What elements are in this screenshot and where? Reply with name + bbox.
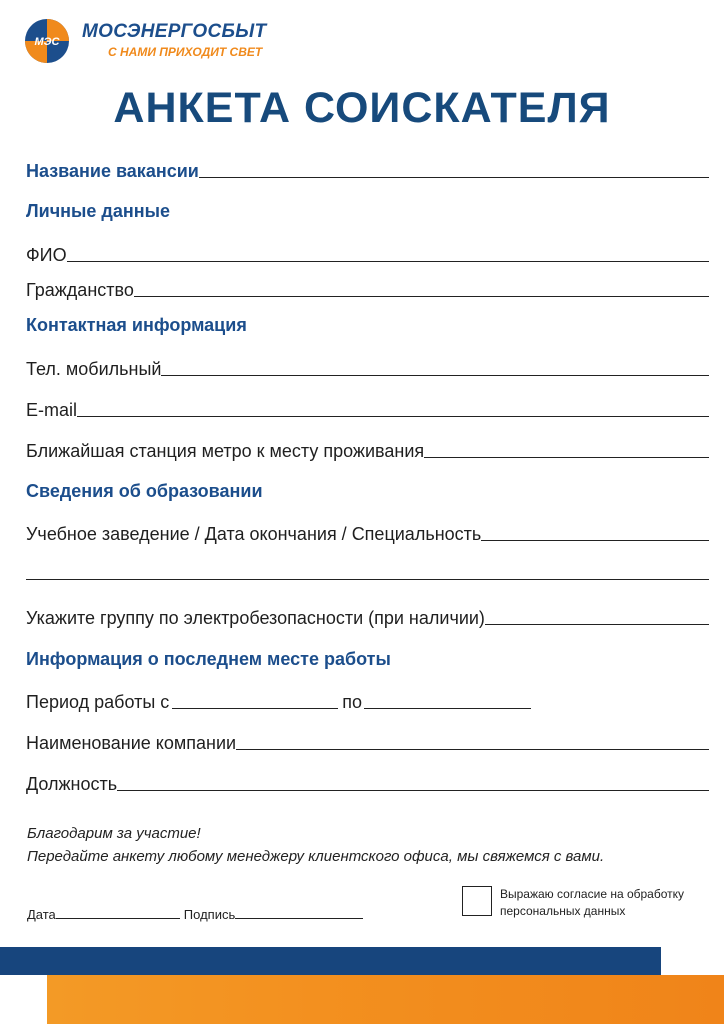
brand-slogan: С НАМИ ПРИХОДИТ СВЕТ xyxy=(108,45,263,59)
school-field-continuation[interactable] xyxy=(26,561,709,580)
fio-row xyxy=(26,240,709,266)
phone-field[interactable] xyxy=(161,357,709,376)
safety-label: Укажите группу по электробезопасности (при наличии) xyxy=(26,608,485,628)
position-label: Должность xyxy=(26,774,118,794)
personal-heading: Личные данные xyxy=(26,201,170,221)
email-row xyxy=(26,395,709,421)
metro-label: Ближайшая станция метро к месту проживания xyxy=(26,441,425,461)
date-label: Дата xyxy=(27,907,56,922)
period-to-label: по xyxy=(342,692,363,712)
fio-field[interactable] xyxy=(67,243,709,262)
work-heading: Информация о последнем месте работы xyxy=(26,649,391,669)
citizenship-field[interactable] xyxy=(134,278,709,297)
company-field[interactable] xyxy=(236,731,709,750)
metro-row xyxy=(26,436,709,462)
brand-logo xyxy=(24,18,284,66)
logo-letters: МЭС xyxy=(34,36,60,48)
position-row xyxy=(26,769,709,795)
position-field[interactable] xyxy=(117,772,709,791)
brand-name: МОСЭНЕРГОСБЫТ xyxy=(82,21,267,42)
company-row xyxy=(26,728,709,754)
consent-text: Выражаю согласие на обработку персональных данных xyxy=(500,887,685,918)
citizenship-row xyxy=(26,275,709,301)
vacancy-row xyxy=(26,156,709,182)
phone-row xyxy=(26,354,709,380)
school-label: Учебное заведение / Дата окончания / Специальность xyxy=(26,524,482,544)
page-title: АНКЕТА СОИСКАТЕЛЯ xyxy=(113,84,611,132)
school-row xyxy=(26,519,709,545)
period-from-label: Период работы с xyxy=(26,692,170,712)
instruction-text: Передайте анкету любому менеджеру клиентского офиса, мы свяжемся с вами. xyxy=(27,848,605,865)
signature-row xyxy=(27,898,387,922)
mes-logo-icon xyxy=(24,18,70,64)
signature-field[interactable] xyxy=(235,904,363,919)
date-field[interactable] xyxy=(56,904,180,919)
vacancy-label: Название вакансии xyxy=(26,161,199,181)
metro-field[interactable] xyxy=(424,439,709,458)
thanks-block xyxy=(27,822,604,868)
period-to-field[interactable] xyxy=(364,690,531,709)
school-continuation-row xyxy=(26,558,709,584)
thanks-text: Благодарим за участие! xyxy=(27,825,201,842)
phone-label: Тел. мобильный xyxy=(26,359,162,379)
vacancy-field[interactable] xyxy=(199,159,709,178)
fio-label: ФИО xyxy=(26,245,67,265)
email-field[interactable] xyxy=(77,398,709,417)
citizenship-label: Гражданство xyxy=(26,280,134,300)
safety-field[interactable] xyxy=(485,606,709,625)
education-heading: Сведения об образовании xyxy=(26,481,263,501)
email-label: E-mail xyxy=(26,400,78,420)
period-from-field[interactable] xyxy=(172,690,338,709)
consent-checkbox[interactable] xyxy=(462,886,492,916)
period-row xyxy=(26,687,566,713)
footer-blue-bar xyxy=(0,947,661,975)
company-label: Наименование компании xyxy=(26,733,237,753)
contact-heading: Контактная информация xyxy=(26,315,247,335)
school-field[interactable] xyxy=(481,522,709,541)
safety-row xyxy=(26,603,709,629)
footer-orange-bar xyxy=(47,975,724,1024)
signature-label: Подпись xyxy=(183,907,236,922)
